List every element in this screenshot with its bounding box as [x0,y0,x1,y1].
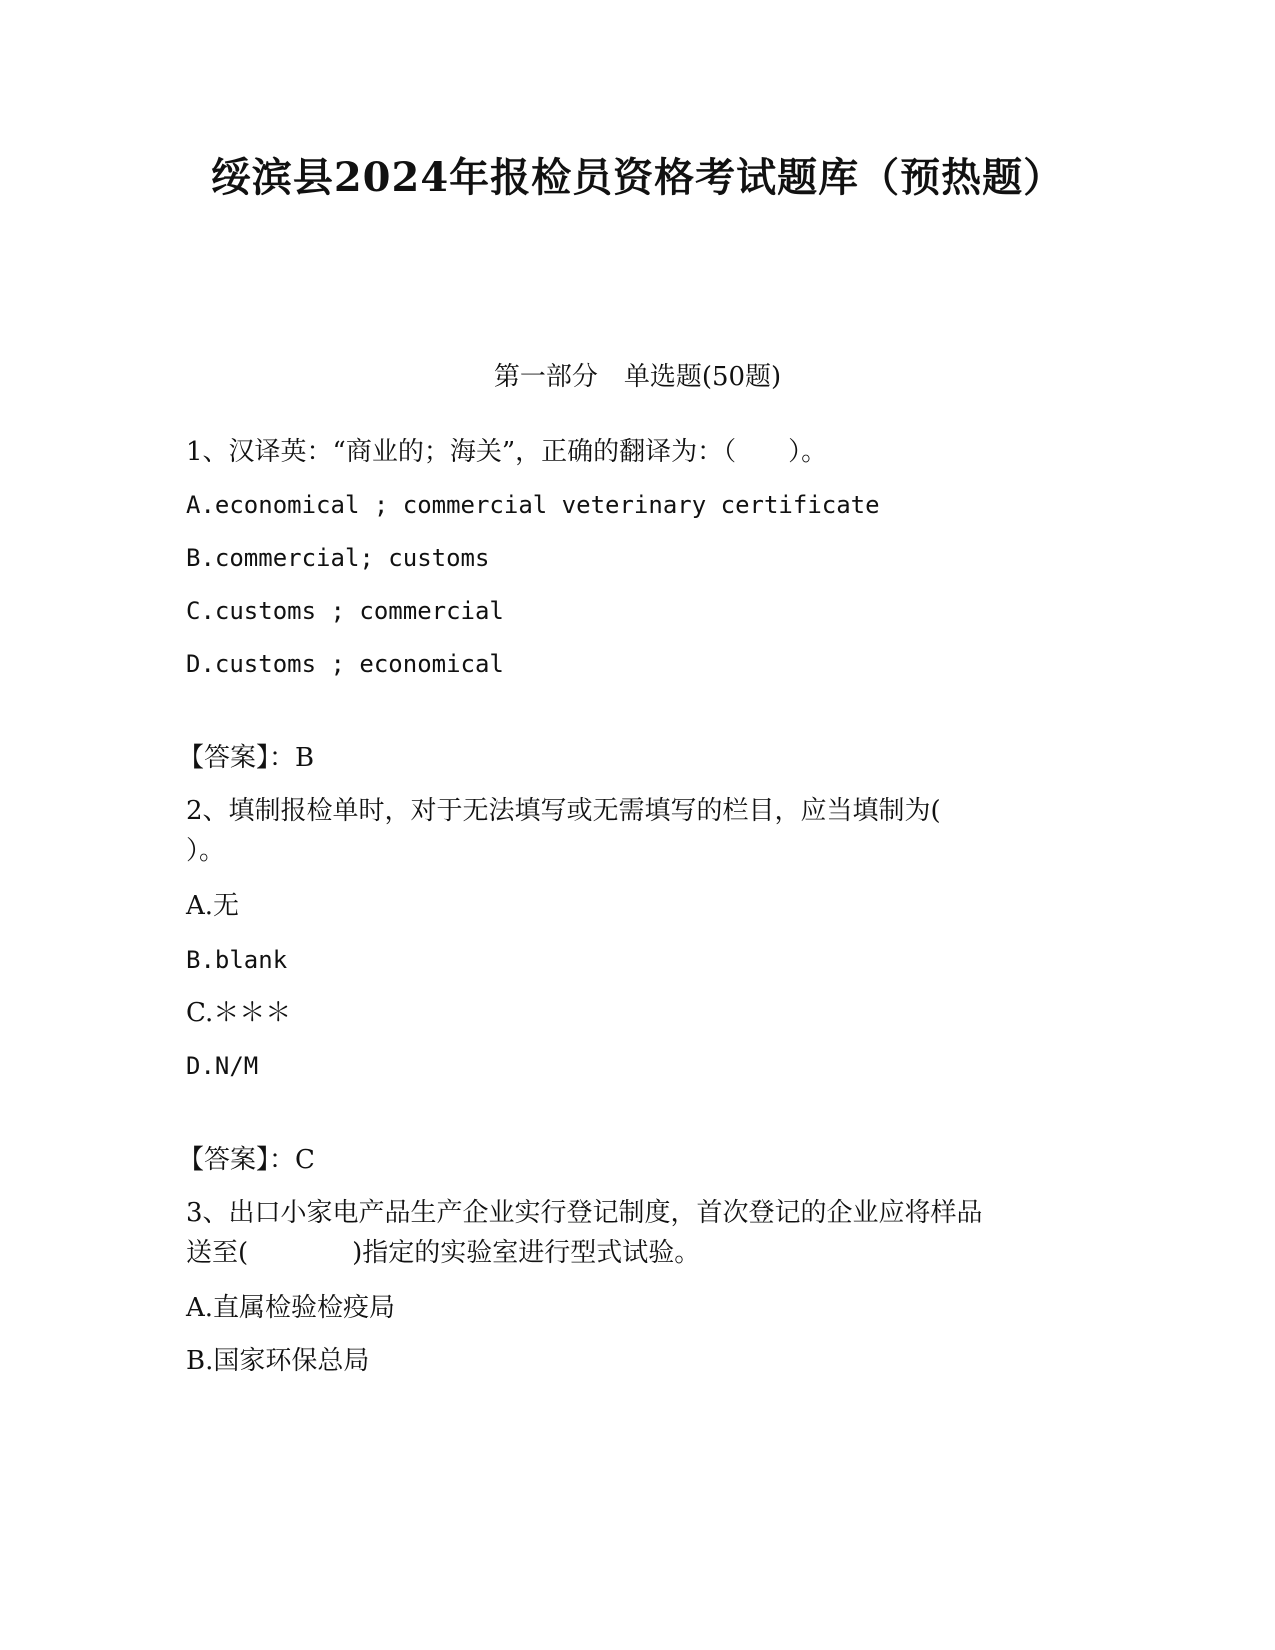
question-2-option-c: C.＊＊＊ [186,998,292,1028]
question-2-stem-line-2: ）。 [186,836,226,866]
question-2-stem-line-1: 2、填制报检单时，对于无法填写或无需填写的栏目，应当填制为( [186,796,941,826]
section-title: 第一部分 单选题(50题) [493,362,782,392]
question-1-option-c: C.customs ; commercial [186,597,504,625]
document-title: 绥滨县2024年报检员资格考试题库（预热题） [210,154,1065,201]
question-2-option-a: A.无 [186,891,240,921]
question-1-stem: 1、汉译英：“商业的；海关”，正确的翻译为：（ ）。 [186,437,828,467]
question-3-stem-line-2: 送至( )指定的实验室进行型式试验。 [186,1238,701,1268]
question-3-option-a: A.直属检验检疫局 [186,1293,396,1323]
question-1-option-d: D.customs ; economical [186,650,504,678]
question-1-option-b: B.commercial; customs [186,544,490,572]
question-2-answer: 【答案】：C [178,1145,315,1175]
question-1-option-a: A.economical ; commercial veterinary certificate [186,491,880,519]
question-3-stem-line-1: 3、出口小家电产品生产企业实行登记制度，首次登记的企业应将样品 [186,1198,983,1228]
question-1-answer: 【答案】：B [178,743,315,773]
question-2-option-d: D.N/M [186,1052,259,1080]
question-2-option-b: B.blank [186,946,288,974]
question-3-option-b: B.国家环保总局 [186,1346,370,1376]
